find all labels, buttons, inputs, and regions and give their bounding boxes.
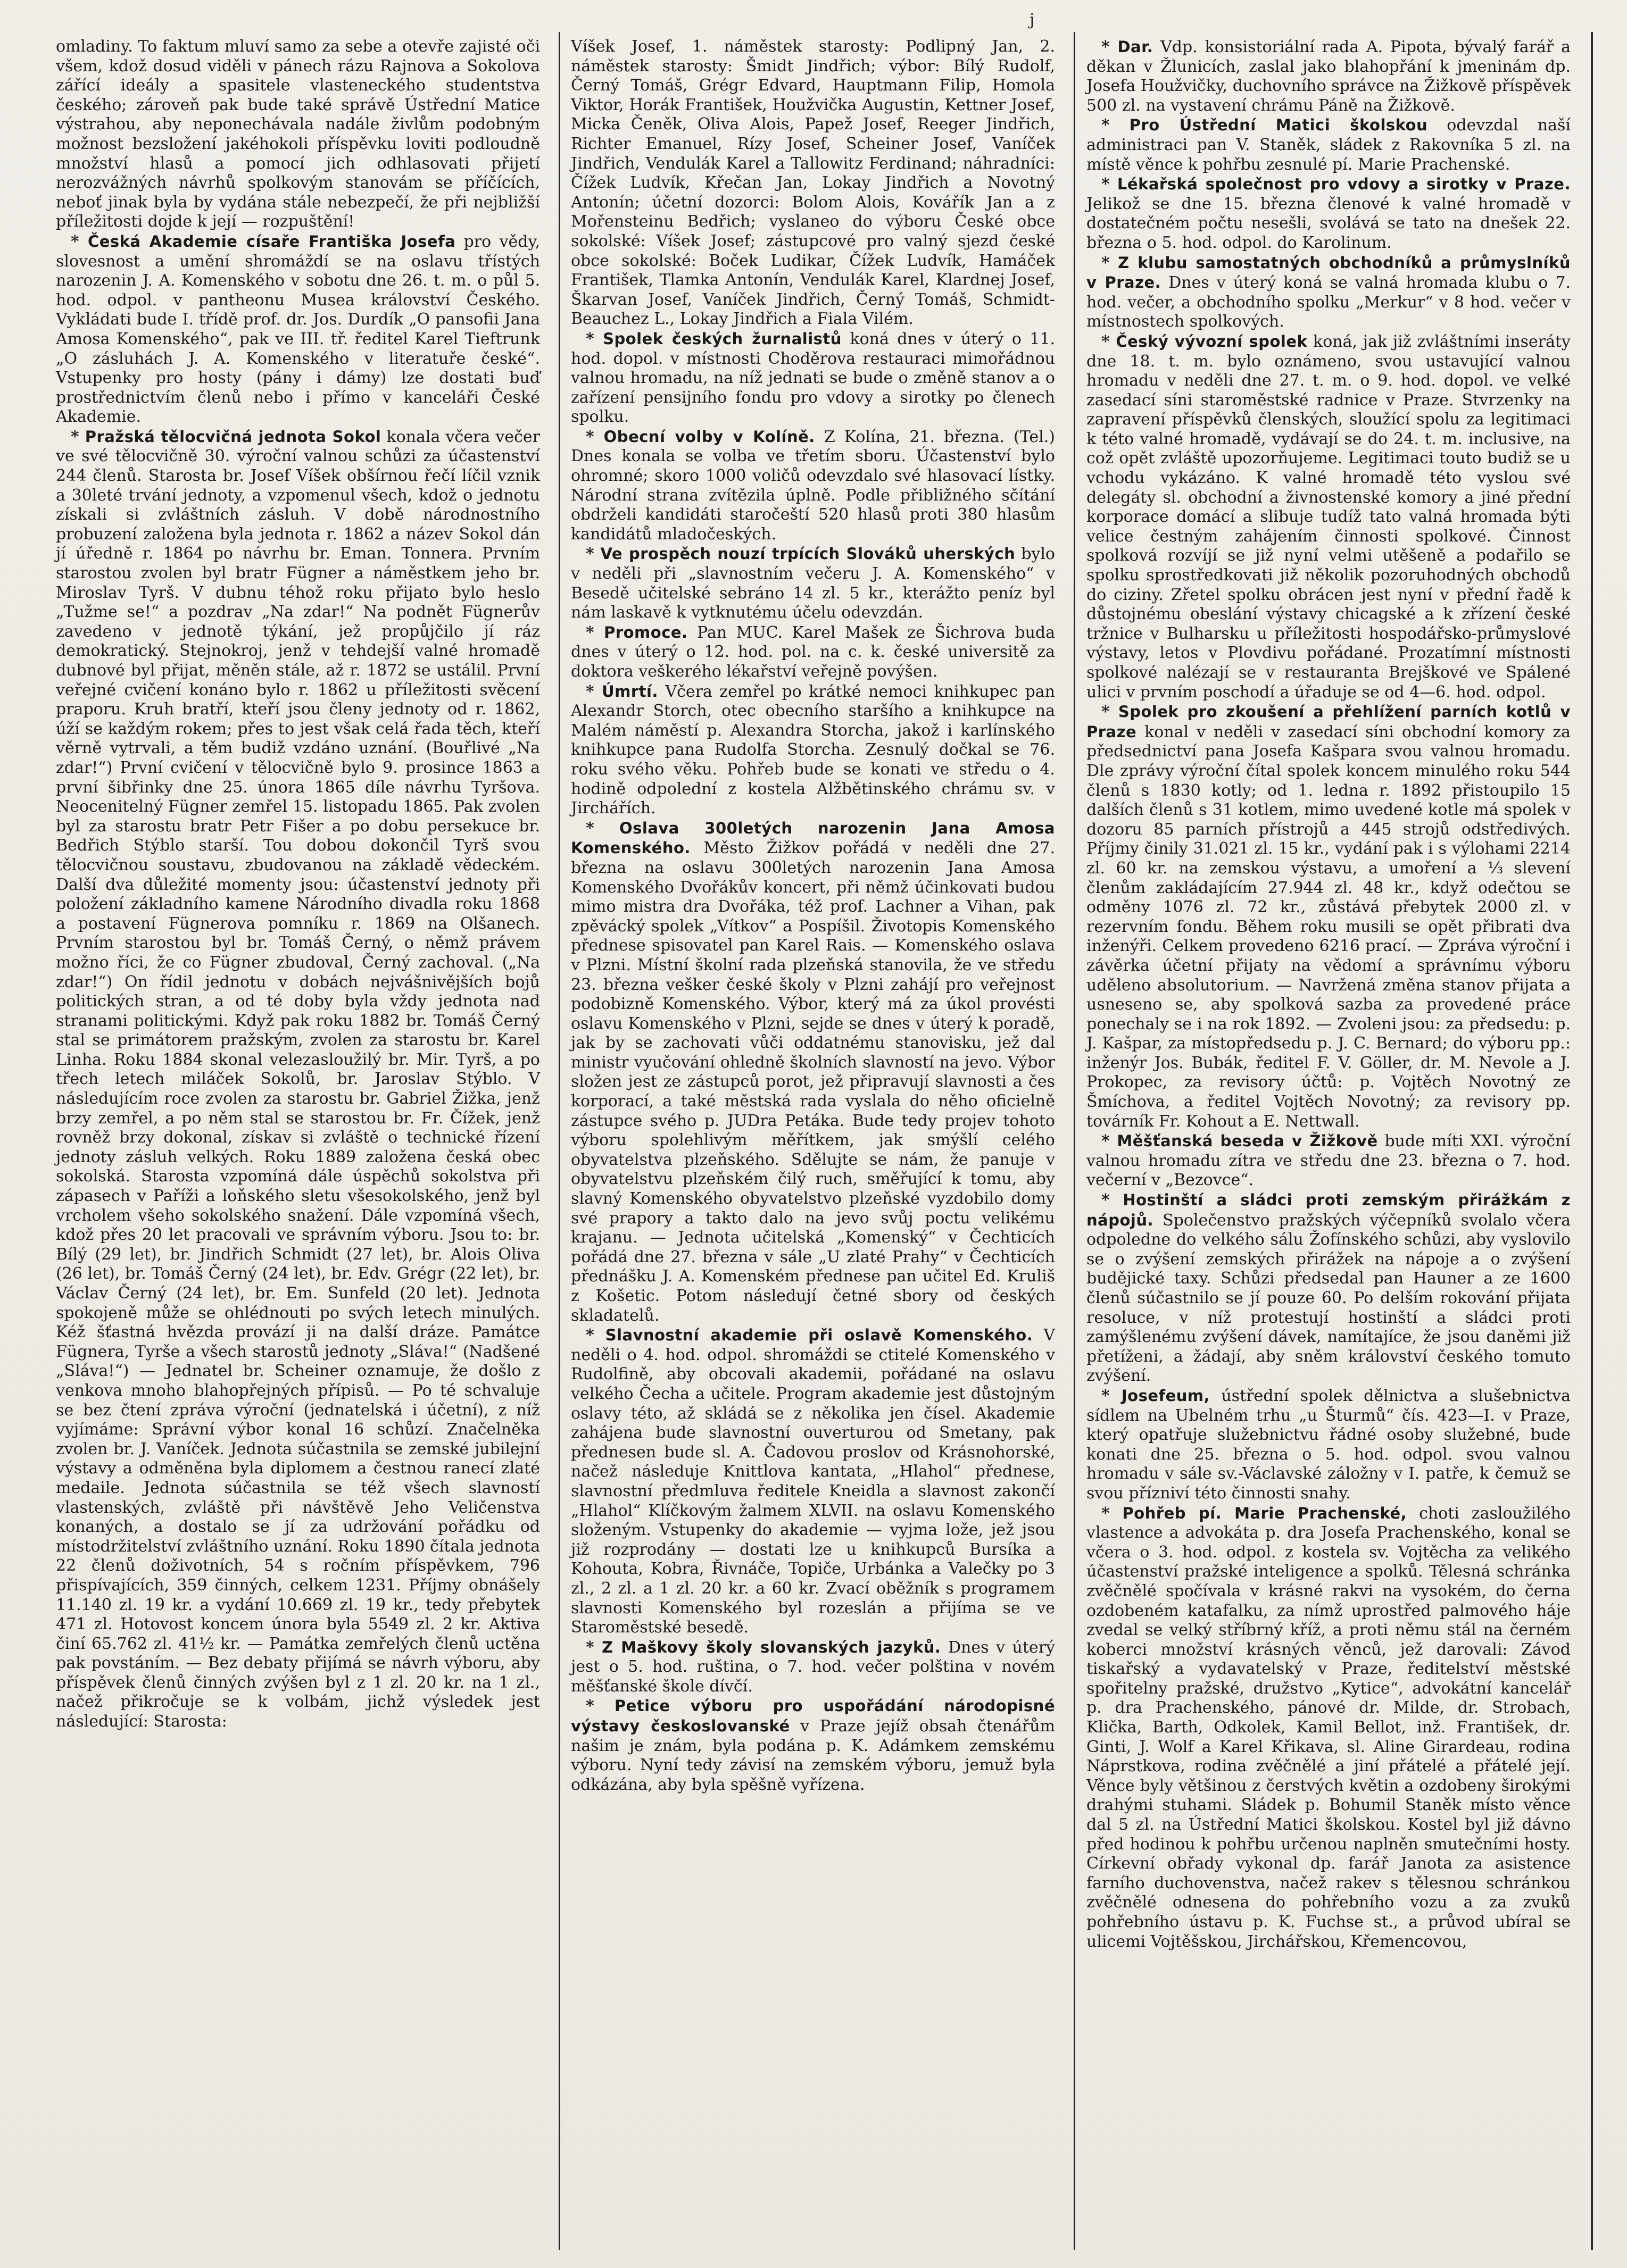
article-text: Dnes v úterý jest o 5. hod. ruština, o 7. hod. večer polština v novém měšťanské škole dívčí. — [571, 1638, 1055, 1696]
article-paragraph — [571, 819, 1055, 1325]
bullet-mark: * — [586, 329, 603, 348]
bullet-mark: * — [586, 819, 619, 838]
article-paragraph — [1086, 1131, 1571, 1190]
article-text: Společenstvo pražských výčepníků svolalo včera odpoledne do velkého sálu Žofínského schůzi, aby vyslovilo se o zvýšení zemských přirážek na nápoje a o zvýšení budějické taxy. Schůzi předsedal pan Hauner a ze 1600 členů súčastnilo se jí pouze 60. Po delším rokování přijata resoluce, v níž protestují hostinští a sládci proti zamýšlenému zvýšení dávek, namítajíce, že jsou daněmi již přetíženi, a žádají, aby sněm království českého tomuto zvýšení. — [1086, 1211, 1571, 1386]
article-headline: Z klubu samostatných obchodníků a průmyslníků v Praze. — [1086, 253, 1571, 292]
article-text: v Praze jejíž obsah čtenářům našim je znám, byla podána p. K. Adámkem zemskému výboru. Nyní tedy závisí na zemském výboru, jemuž byla odkázána, aby byla spěšně vyřízena. — [571, 1717, 1055, 1794]
article-paragraph — [571, 1696, 1055, 1795]
article-text: bylo v neděli při „slavnostním večeru J. A. Komenského“ v Besedě učitelské sebráno 14 zl. 5 kr., kterážto peníz byl nám laskavě k vytknutému účelu odevzdán. — [571, 545, 1055, 622]
page-edge-rule — [1591, 32, 1593, 2250]
article-paragraph — [571, 427, 1055, 545]
article-text: Město Žižkov pořádá v neděli dne 27. března na oslavu 300letých narozenin Jana Amosa Komenského Dvořákův koncert, při němž účinkovati budou mimo mistra dra Dvořáka, též prof. Lachner a Vihan, pak zpěvácký spolek „Vítkov“ a Pospíšil. Životopis Komenského přednese spisovatel pan Karel Rais. — Komenského oslava v Plzni. Místní školní rada plzeňská stanovila, že ve středu 23. března vešker české školy v Plzni zahájí pro veřejnost podobizně Komenského. Výbor, který má za úkol provésti oslavu Komenského v Plzni, sejde se dnes v úterý k poradě, jak by se zachovati vůči oddatnému stanovisku, jež dal ministr vyučování ohledně školních slavností na jevo. Výbor složen jest ze zástupců porot, jež připravují slavnosti a čes korporací, a také městská rada vyslala do něho oficielně zástupce svého p. JUDra Petáka. Bude tedy projev tohoto výboru spolehlivým měřítkem, jak smýšlí celého obyvatelstva plzeňského. Sdělujte se nám, že panuje v obyvatelstvu plzeňském čilý ruch, směřující k tomu, aby slavný Komenského obyvatelstvo plzeňské vyzdobilo domy své prapory a takto dalo na jevo svůj poctu velikému krajanu. — Jednota učitelská „Komenský“ v Čechticích pořádá dne 27. března v sále „U zlaté Prahy“ v Čechticích přednášku J. A. Komenském přednese pan učitel Ed. Kruliš z Košetic. Potom následují četné sbory od českých skladatelů. — [571, 839, 1055, 1325]
article-headline: Obecní volby v Kolíně. — [603, 427, 815, 446]
article-headline: Měšťanská beseda v Žižkově — [1117, 1132, 1378, 1150]
article-headline: Spolek českých žurnalistů — [603, 329, 842, 348]
article-paragraph — [1086, 702, 1571, 1131]
article-text: omladiny. To faktum mluví samo za sebe a otevře zajisté oči všem, kdož dosud viděli v pánech rázu Rajnova a Sokolova zářící ideály a spasitele vlasteneckého studentstva českého; zároveň pak bude také správě Ústřední Matice výstrahou, aby neponechávala nadále živlům podobným možnost bezsložení jakéhokoli příspěvku loviti podloudně množství hlasů a pomocí jich odhlasovati přijetí nerozvážných návrhů spolkovým stanovám se příčících, neboť jinak byla by vydána stále nebezpečí, že při nejbližší příležitosti dojde k její — rozpuštění! — [56, 37, 540, 231]
bullet-mark: * — [586, 682, 602, 701]
bullet-mark: * — [1101, 1132, 1117, 1151]
article-paragraph — [571, 623, 1055, 682]
article-text: koná, jak již zvláštními inseráty dne 18. t. m. bylo oznámeno, svou ustavující valnou hromadu v neděli dne 27. t. m. o 9. hod. dopol. ve velké zasedací síni staroměstské radnice v Praze. Stvrzenky na zapravení příspěvků členských, sloužící spolu za legitimaci k této valné hromadě, vydávají se do 24. t. m. inclusive, na což opět zvláště upozorňujeme. Legitimaci touto budiž se u vchodu vykázáno. K valné hromadě této vyslou své delegáty sl. obchodní a živnostenské komory a jiné přední korporace domácí a slibuje tudíž tato valná hromada býti velice čestným zahájením činnosti spolkové. Činnost spolková rozvíjí se již nyní velmi utěšeně a podařilo se spolku sprostředkovati již několik pozoruhodných obchodů do ciziny. Zřetel spolku obrácen jest nyní v přední řadě k důstojnému obeslání výstavy chicagské a k zřízení české tržnice v Bulharsku u příležitosti hospodářsko-průmyslové výstavy, letos v Plovdivu pořádané. Prozatímní místnosti spolkové nalézají se v restauranta Brejškové ve Spálené ulici v prvním poschodí a úřaduje se od 4—6. hod. odpol. — [1086, 332, 1571, 702]
article-paragraph — [1086, 1504, 1571, 1952]
article-paragraph — [56, 37, 540, 232]
bullet-mark: * — [1101, 253, 1118, 272]
bullet-mark: * — [586, 1326, 605, 1345]
article-text: Vdp. konsistoriální rada A. Pipota, bývalý farář a děkan v Žlunicích, zaslal jako blahopřání k jmeninám dp. Josefa Houžvičky, duchovního správce na Žižkově příspěvek 500 zl. na vystavení chrámu Páně na Žižkově. — [1086, 38, 1571, 115]
article-headline: Z Maškovy školy slovanských jazyků. — [602, 1638, 941, 1656]
article-text: Pan MUC. Karel Mašek ze Šichrova buda dnes v úterý o 12. hod. pol. na c. k. české universitě za doktora veškerého lékařství veřejně povýšen. — [571, 623, 1055, 681]
article-paragraph — [56, 232, 540, 427]
article-paragraph — [1086, 174, 1571, 253]
article-text: Z Kolína, 21. března. (Tel.) Dnes konala se volba ve třetím sboru. Účastenství bylo ohromné; skoro 1000 voličů odevzdalo své hlasovací lístky. Národní strana zvítězila úplně. Podle přibližného sčítání obdrželi kandidáti staročeští 520 hlasů proti 380 hlasům kandidátů mladočeských. — [571, 427, 1056, 544]
bullet-mark: * — [1101, 116, 1130, 135]
article-headline: Oslava 300letých narozenin Jana Amosa Komenského. — [571, 819, 1055, 857]
article-headline: Úmrtí. — [602, 682, 658, 701]
bullet-mark: * — [1101, 703, 1118, 722]
article-headline: Pohřeb pí. Marie Prachenské, — [1122, 1504, 1407, 1522]
bullet-mark: * — [71, 427, 85, 446]
bullet-mark: * — [586, 1697, 615, 1716]
article-text: ústřední spolek dělnictva a slušebnictva sídlem na Ubelném trhu „u Šturmů“ čís. 423—I. v Praze, který opatřuje služebnictvu řádné osoby služebné, bude konati dne 25. března o 5. hod. odpol. svou valnou hromadu v sále sv.-Václavské záložny v I. patře, k čemuž se svou přízniví této činnosti snahy. — [1086, 1386, 1571, 1503]
article-headline: Lékařská společnost pro vdovy a sirotky v Praze. — [1117, 175, 1571, 194]
column-divider — [559, 32, 560, 2250]
article-headline: Pro Ústřední Matici školskou — [1129, 116, 1428, 135]
bullet-mark: * — [586, 623, 604, 642]
bullet-mark: * — [1101, 1191, 1123, 1210]
article-paragraph — [571, 1325, 1055, 1638]
article-text: konala včera večer ve své tělocvičně 30. výroční valnou schůzi za účastenství 244 členů. Starosta br. Josef Víšek obšírnou řečí líčil vznik a 30leté trvání jednoty, a vzpomenul všech, kdož o jednotu získali si zvláštních zásluh. V době národnostního probuzení založena byla jednota r. 1862 a název Sokol dán jí úředně r. 1864 po návrhu br. Eman. Tonnera. Prvním starostou zvolen byl bratr Fügner a náměstkem jeho br. Miroslav Tyrš. V dubnu téhož roku přijato bylo heslo „Tužme se!“ a pozdrav „Na zdar!“ Na podnět Fügnerův zavedeno v jednotě týkání, jež propůjčilo jí ráz demokratický. Stejnokroj, jenž v tehdejší valné hromadě dubnové byl přijat, měněn stále, až r. 1872 se ustálil. První veřejné cvičení konáno bylo r. 1862 u příležitosti svěcení praporu. Kruh bratří, kteří jsou členy jednoty od r. 1862, úží se každým rokem; přes to jest však celá řada těch, kteří věrně vytrvali, a těm budiž vzdáno uznání. (Bouřlivé „Na zdar!“) První cvičení v tělocvičně bylo 9. prosince 1863 a první šibřinky dne 25. února 1865 díle návrhu Tyršova. Neocenitelný Fügner zemřel 15. listopadu 1865. Pak zvolen byl za starostu bratr Petr Fišer a po dobu persekuce br. Bedřich Stýblo starší. Tou dobou dokončil Tyrš svou tělocvičnou soustavu, zbudovanou na základě vědeckém. Další dva důležité momenty jsou: účastenství jednoty při položení základního kamene Národního divadla roku 1868 a postavení Fügnerova pomníku r. 1869 na Olšanech. Prvním starostou byl br. Tomáš Černý, o němž právem možno říci, že co Fügner zbudoval, Černý zachoval. („Na zdar!“) On řídil jednotu v dobách nejvášnivějších bojů politických stran, a od té doby byla vždy jednota nad stranami politickými. Když pak roku 1882 br. Tomáš Černý stal se primátorem pražským, zvolen za starostu br. Karel Linha. Roku 1884 skonal velezasloužilý br. Mir. Tyrš, a po třech letech miláček Sokolů, br. Jaroslav Stýblo. V následujícím roce zvolen za starostu br. Gabriel Žižka, jenž brzy zemřel, a po něm stal se starostou br. Fr. Čížek, jenž rovněž brzy dokonal, získav si zvláště o technické řízení jednoty zásluh velkých. Roku 1889 založena česká obec sokolská. Starosta vzpomíná dále úspěchů sokolstva při zápasech v Paříži a loňského sletu všesokolského, jenž byl vrcholem všeho sokolského snažení. Dále vzpomíná všech, kdož přes 20 let pracovali ve správním výboru. Jsou to: br. Bílý (29 let), br. Jindřich Schmidt (27 let), br. Alois Oliva (26 let), br. Tomáš Černý (24 let), br. Edv. Grégr (22 let), br. Václav Černý (24 let), br. Em. Sunfeld (20 let). Jednota spokojeně může se ohlédnouti po svých letech minulých. Kéž šťastná hvězda provází ji na další dráze. Památce Fügnera, Tyrše a všech starostů jednoty „Sláva!“ (Nadšené „Sláva!“) — Jednatel br. Scheiner oznamuje, že došlo z venkova mnoho blahopřejných přípisů. — Po té schvaluje se bez čtení zpráva výroční (jednatelská i účetní), z níž vyjímáme: Správní výbor konal 16 schůzí. Značelněka zvolen br. J. Vaníček. Jednota súčastnila se zemské jubilejní výstavy a odměněna byla diplomem a čestnou ranecí zlaté medaile. Jednota súčastnila se též všech slavností vlastenských, zvláště při návštěvě Jeho Veličenstva konaných, a dostalo se jí za udržování pořádku od místodržitelství zvláštního uznání. Roku 1890 čítala jednota 22 členů doživotních, 54 s ročním příspěvkem, 796 přispívajících, 359 činných, celkem 1231. Příjmy obnášely 11.140 zl. 19 kr. a vydání 10.669 zl. 19 kr., tedy přebytek 471 zl. Hotovost koncem února byla 5549 zl. 2 kr. Aktiva činí 65.762 zl. 41½ kr. — Památka zemřelých členů uctěna pak povstáním. — Bez debaty přijímá se návrh výboru, aby příspěvek členů činných zvýšen byl z 1 zl. 20 kr. na 1 zl., načež přikročuje se k volbám, jichž výsledek jest následující: Starosta: — [56, 427, 540, 1731]
bullet-mark: * — [586, 427, 604, 446]
article-headline: Slavnostní akademie při oslavě Komenského. — [605, 1326, 1033, 1345]
article-text: Jelikož se dne 15. března členové k valné hromadě v dostatečném počtu nesešli, svolává se tato na dnešek 22. března o 5. hod. odpol. do Karolinum. — [1086, 194, 1571, 252]
article-headline: Pražská tělocvičná jednota Sokol — [85, 427, 381, 446]
column-1 — [51, 37, 545, 2245]
article-headline: Josefeum, — [1121, 1386, 1210, 1405]
article-headline: Český vývozní spolek — [1116, 332, 1308, 351]
article-text: Víšek Josef, 1. náměstek starosty: Podlipný Jan, 2. náměstek starosty: Šmidt Jindřich; výbor: Bílý Rudolf, Černý Tomáš, Grégr Edvard, Hauptmann Filip, Homola Viktor, Horák František, Houžvička Augustin, Kettner Josef, Micka Čeněk, Oliva Alois, Papež Josef, Reeger Jindřich, Richter Emanuel, Rízy Josef, Scheiner Josef, Vaníček Jindřich, Vendulák Karel a Tallowitz Ferdinand; náhradníci: Čížek Ludvík, Křečan Jan, Lokay Jindřich a Novotný Antonín; účetní dozorci: Bolom Alois, Kovářík Jan a z Mořensteinu Bedřich; vyslaneo do výboru České obce sokolské: Víšek Josef; zástupcové pro valný sjezd české obce sokolské: Boček Ludikar, Čížek Ludvík, Hamáček František, Tlamka Antonín, Vendulák Karel, Klardnej Josef, Škarvan Josef, Vaníček Jindřich, Černý Tomáš, Schmidt-Beauchez L., Lokay Jindřich a Fiala Vilém. — [571, 37, 1055, 329]
article-paragraph — [56, 427, 540, 1732]
article-text: bude míti XXI. výroční valnou hromadu zítra ve středu dne 23. března o 7. hod. večerní v „Bezovce“. — [1086, 1132, 1571, 1190]
article-headline: Dar. — [1117, 38, 1153, 56]
article-headline: Spolek pro zkoušení a přehlížení parních kotlů v Praze — [1086, 703, 1571, 741]
article-paragraph — [1086, 37, 1571, 115]
bullet-mark: * — [1101, 332, 1116, 351]
bullet-mark: * — [586, 545, 601, 564]
article-text: V neděli o 4. hod. odpol. shromáždi se ctitelé Komenského v Rudolfině, aby obcovali akademii, pořádané na oslavu velkého Čecha a učitele. Program akademie jest důstojným oslavy této, až skládá se z několika jen čísel. Akademie zahájena bude slavnostní ouverturou od Smetany, pak přednesen bude sl. A. Čadovou proslov od Krásnohorské, načež následuje Knittlova kantata, „Hlahol“ přednese, slavnostní předmluva ředitele Kneidla a slavnost zakončí „Hlahol“ Klíčkovým žalmem XLVII. na oslavu Komenského složeným. Vstupenky do akademie — vyjma lože, jež jsou již rozprodány — dostati lze u knihkupců Bursíka a Kohouta, Kobra, Řivnáče, Topiče, Urbánka a Valečky po 3 zl., 2 zl. a 1 zl. 20 kr. a 60 kr. Zvací oběžník s programem slavnosti Komenského byl rozeslán a přijíma se ve Staroměstské besedě. — [571, 1326, 1055, 1637]
article-paragraph — [571, 329, 1055, 427]
article-headline: Hostinští a sládci proti zemským přirážkám z nápojů. — [1086, 1191, 1571, 1229]
article-paragraph — [571, 544, 1055, 622]
article-paragraph — [1086, 253, 1571, 332]
article-paragraph — [1086, 115, 1571, 174]
article-paragraph — [571, 1638, 1055, 1697]
article-paragraph — [1086, 332, 1571, 702]
article-headline: Promoce. — [604, 623, 688, 641]
article-paragraph — [571, 682, 1055, 819]
article-text: odevzdal naší administraci pan V. Staněk, sládek z Rakovníka 5 zl. na místě věnce k pohřbu zesnulé pí. Marie Prachenské. — [1086, 116, 1571, 174]
article-text: koná dnes v úterý o 11. hod. dopol. v místnosti Choděrova restauraci mimořádnou valnou hromadu, na níž jednati se bude o změně stanov a o zařízení pensijního fondu pro vdovy a sirotky po členech spolku. — [571, 329, 1055, 427]
article-text: Včera zemřel po krátké nemoci knihkupec pan Alexandr Storch, otec obecního staršího a knihkupce na Malém náměstí p. Alexandra Storcha, jakož i karlínského knihkupce pana Rudolfa Storcha. Zesnulý dočkal se 76. roku svého věku. Pohřeb bude se konati ve středu o 4. hodině odpolední z kostela Alžbětinského chrámu sv. v Jirchářích. — [571, 682, 1055, 818]
bullet-mark: * — [586, 1638, 602, 1657]
article-headline: Česká Akademie císaře Františka Josefa — [87, 232, 456, 251]
article-paragraph — [1086, 1386, 1571, 1504]
article-text: Dnes v úterý koná se valná hromada klubu o 7. hod. večer, a obchodního spolku „Merkur“ v 8 hod. večer v místnostech spolkových. — [1086, 273, 1571, 331]
bullet-mark: * — [1101, 38, 1118, 56]
article-paragraph — [1086, 1190, 1571, 1386]
top-mark: j — [1030, 11, 1035, 29]
column-2 — [566, 37, 1060, 2245]
bullet-mark: * — [1101, 1504, 1123, 1523]
article-text: choti zasloužilého vlastence a advokáta p. dra Josefa Prachenského, konal se včera o 3. hod. odpol. z kostela sv. Vojtěcha za velikého účastenství pražské inteligence a spolků. Tělesná schránka zvěčnělé spočívala v krásné rakvi na vysokém, do černa ozdobeném katafalku, za nímž uprostřed palmového háje zvedal se velký stříbrný kříž, a proti němu stál na černém koberci množství krásných věnců, jež darovali: Závod tiskařský a vydavatelský v Praze, ředitelství městské spořitelny pražské, družstvo „Kytice“, advokátní kancelář p. dra Prachenského, pánové dr. Milde, dr. Strobach, Klička, Barth, Odkolek, Kamil Bellot, inž. František, dr. Ginti, J. Wolf a Karel Křikava, sl. Aline Girardeau, rodina Náprstkova, rodina zvěčnělé a jiní přátelé a přátelé její. Věnce byly většinou z čerstvých květin a ozdobeny širokými drahými stuhami. Sládek p. Bohumil Staněk místo věnce dal 5 zl. na Ústřední Matici školskou. Kostel byl již dávno před hodinou k pohřbu určenou naplněn smutečními hosty. Církevní obřady vykonal dp. farář Janota za asistence farního duchovenstva, načež rakev s tělesnou schránkou zvěčnělé odnesena do pohřebního vozu a za zvuků pohřebního ústavu p. K. Fuchse st., a průvod ubíral se ulicemi Vojtěšskou, Jirchářskou, Křemencovou, — [1086, 1504, 1571, 1951]
article-headline: Petice výboru pro uspořádání národopisné výstavy českoslovanské — [571, 1697, 1055, 1736]
bullet-mark: * — [71, 232, 88, 251]
bullet-mark: * — [1101, 1386, 1122, 1405]
article-headline: Ve prospěch nouzí trpících Slováků uherských — [600, 545, 1016, 563]
bullet-mark: * — [1101, 175, 1117, 194]
column-divider — [1074, 32, 1075, 2250]
article-text: konal v neděli v zasedací síni obchodní komory za předsednictví pana Josefa Kašpara svou valnou hromadu. Dle zprávy výroční čítal spolek koncem minulého roku 544 členů s 1830 kotly; od 1. ledna r. 1892 přistoupilo 15 dalších členů s 31 kotlem, mimo uvedené kotle má spolek v dozoru 85 parních přístrojů a 445 strojů odstředivých. Příjmy činily 31.021 zl. 15 kr., vydání pak i s výlohami 2214 zl. 60 kr. na zemskou výstavu, a umoření a ⅓ slevení členům zakládajícím 27.944 zl. 48 kr., když odečtou se odměny 1076 zl. 72 kr., zůstává přebytek 2000 zl. v rezervním fondu. Během roku musili se opět přibrati dva inženýři. Celkem provedeno 6216 prací. — Zpráva výroční i závěrka účetní přijaty na vědomí a správnímu výboru uděleno absolutorium. — Navržená změna stanov přijata a usneseno se, aby spolková sazba za provedené práce ponechaly se i na rok 1892. — Zvoleni jsou: za předsedu: p. J. Kašpar, za místopředsedu p. J. C. Bernard; do výboru pp.: inženýr Jos. Bubák, ředitel F. V. Göller, dr. M. Nevole a J. Prokopec, za revisory účtů: p. Vojtěch Novotný ze Šmíchova, a ředitel Vojtěch Novotný; za revisory pp. továrník Fr. Kohout a E. Nettwall. — [1086, 722, 1571, 1131]
article-text: pro vědy, slovesnost a umění shromáždí se na oslavu třístých narozenin J. A. Komenského v sobotu dne 26. t. m. o půl 5. hod. odpol. v pantheonu Musea království Českého. Vykládati bude I. třídě prof. dr. Jos. Durdík „O pansofii Jana Amosa Komenského“, pak ve III. tř. ředitel Karel Tieftrunk „O zásluhách J. A. Komenského v literatuře české“. Vstupenky pro hosty (pány i dámy) lze dostati buď prostřednictvím členů nebo i přímo v kanceláři České Akademie. — [56, 232, 540, 427]
column-3 — [1081, 37, 1576, 2245]
article-paragraph — [571, 37, 1055, 329]
